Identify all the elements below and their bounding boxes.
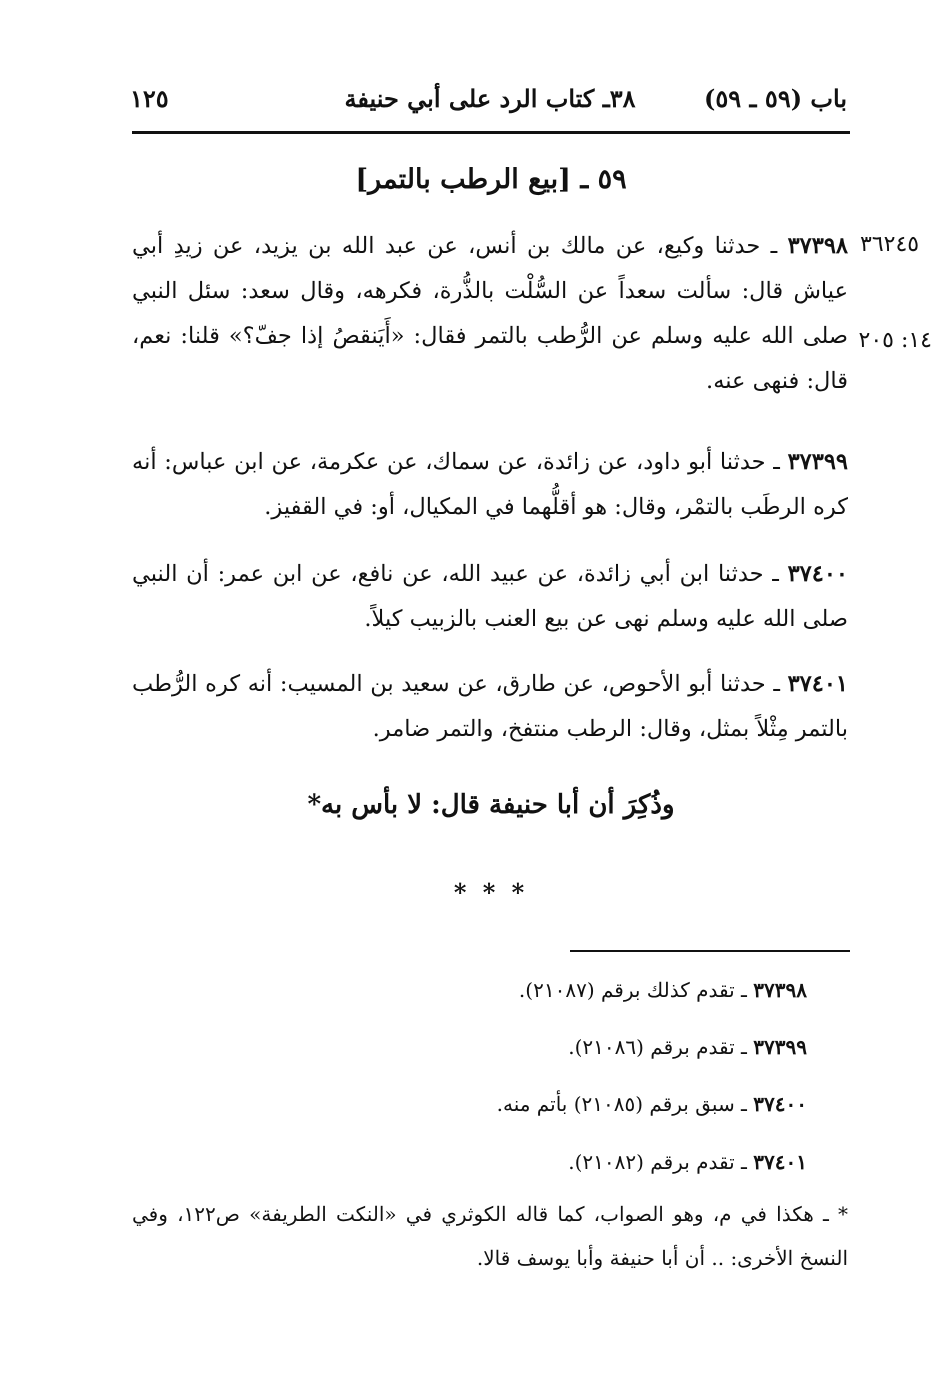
section-separator: * * * <box>453 878 529 907</box>
section-title: ٥٩ ـ [بيع الرطب بالتمر] <box>355 164 627 195</box>
hadith-number: ٣٧٤٠١ <box>787 671 848 697</box>
footnote-number: ٣٧٤٠١ <box>753 1150 807 1174</box>
footnote-text: ـ سبق برقم (٢١٠٨٥) بأتم منه. <box>496 1092 754 1116</box>
hadith-number: ٣٧٤٠٠ <box>787 561 848 587</box>
footnote-number: ٣٧٣٩٩ <box>753 1035 807 1059</box>
page-number: ١٢٥ <box>130 84 169 113</box>
hadith-text: ـ حدثنا ابن أبي زائدة، عن عبيد الله، عن نافع، عن ابن عمر: أن النبي صلى الله عليه وسلم نهى عن بيع العنب بالزبيب كيلاً. <box>132 561 848 632</box>
hadith-text: ـ حدثنا أبو الأحوص، عن طارق، عن سعيد بن المسيب: أنه كره الرُّطب بالتمر مِثْلاً بمثل، وقال: الرطب منتفخ، والتمر ضامر. <box>132 671 848 742</box>
closing-statement: وذُكِرَ أن أبا حنيفة قال: لا بأس به* <box>307 790 675 820</box>
footnote-text: ـ تقدم برقم (٢١٠٨٢). <box>568 1150 754 1174</box>
footnote-text: ـ تقدم كذلك برقم (٢١٠٨٧). <box>518 978 754 1002</box>
footnote-number: ٣٧٣٩٨ <box>753 978 807 1002</box>
running-header-book-title: ٣٨ـ كتاب الرد على أبي حنيفة <box>344 84 636 113</box>
margin-reference-1: ٣٦٢٤٥ <box>860 232 920 257</box>
footnote-3 <box>497 1092 807 1116</box>
footnote-text: ـ تقدم برقم (٢١٠٨٦). <box>568 1035 754 1059</box>
running-header-chapter: باب (٥٩ ـ ٥٩) <box>704 84 847 113</box>
footnote-number: ٣٧٤٠٠ <box>753 1092 807 1116</box>
margin-reference-2: ١٤: ٢٠٥ <box>858 328 932 353</box>
hadith-number: ٣٧٣٩٩ <box>787 449 848 475</box>
footnote-1 <box>519 978 807 1002</box>
footnote-rule <box>570 950 850 952</box>
hadith-text: ـ حدثنا وكيع، عن مالك بن أنس، عن عبد الله بن يزيد، عن زيدِ أبي عياش قال: سألت سعداً عن السُّلْت بالذُّرة، فكرهه، وقال سعد: سئل النبي صلى الله عليه وسلم عن الرُّطب بالتمر فقال: «أَيَنقصُ إذا جفّ؟» قلنا: نعم، قال: فنهى عنه. <box>132 233 848 394</box>
hadith-paragraph-1 <box>132 224 848 404</box>
footnote-2 <box>568 1035 807 1059</box>
hadith-text: ـ حدثنا أبو داود، عن زائدة، عن سماك، عن عكرمة، عن ابن عباس: أنه كره الرطَب بالتمْر، وقال: هو أقلُّهما في المكيال، أو: في القفيز. <box>132 449 848 520</box>
star-footnote: * ـ هكذا في م، وهو الصواب، كما قاله الكوثري في «النكت الطريفة» ص١٢٢، وفي النسخ الأخرى: .. أن أبا حنيفة وأبا يوسف قالا. <box>132 1202 849 1270</box>
hadith-paragraph-2 <box>132 440 848 530</box>
hadith-paragraph-4 <box>132 662 848 752</box>
footnote-4 <box>568 1150 807 1174</box>
header-rule <box>132 131 850 134</box>
hadith-paragraph-3 <box>132 552 848 642</box>
hadith-number: ٣٧٣٩٨ <box>787 233 848 259</box>
